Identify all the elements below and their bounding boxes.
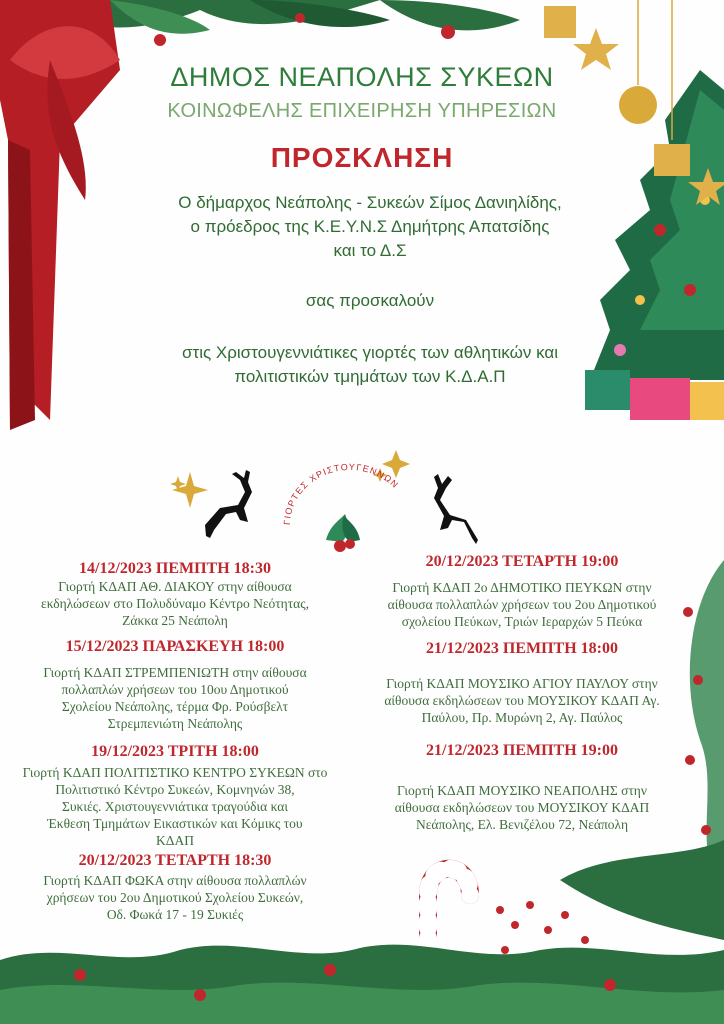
organization-title: ΔΗΜΟΣ ΝΕΑΠΟΛΗΣ ΣΥΚΕΩΝ — [170, 62, 554, 92]
event-description: Γιορτή ΚΔΑΠ 2ο ΔΗΜΟΤΙΚΟ ΠΕΥΚΩΝ στην αίθουσα πολλαπλών χρήσεων του 2ου Δημοτικού σχολείου Πεύκων, Τριών Ιεραρχών 5 Πεύκα — [387, 580, 657, 629]
event-description: Γιορτή ΚΔΑΠ ΦΩΚΑ στην αίθουσα πολλαπλών χρήσεων του 2ου Δημοτικού Σχολείου Συκεών, Οδ. Φωκά 17 - 19 Συκιές — [43, 873, 307, 922]
holiday-badge — [270, 455, 430, 545]
bottom-garland-icon — [0, 945, 724, 1024]
event-date: 14/12/2023 ΠΕΜΠΤΗ 18:30 — [79, 560, 271, 577]
event-description: Γιορτή ΚΔΑΠ ΠΟΛΙΤΙΣΤΙΚΟ ΚΕΝΤΡΟ ΣΥΚΕΩΝ στο Πολιτιστικό Κέντρο Συκεών, Κομνηνών 38, Συκιές. Χριστουγεννιάτικα τραγούδια και Έκθεση Τμημάτων Εικαστικών και Κόμικς του ΚΔΑΠ — [22, 765, 328, 848]
event-date: 20/12/2023 ΤΕΤΑΡΤΗ 18:30 — [78, 852, 272, 869]
purpose-line: πολιτιστικών τμημάτων των Κ.Δ.Α.Π — [234, 367, 506, 386]
event-date: 21/12/2023 ΠΕΜΠΤΗ 19:00 — [426, 742, 618, 759]
badge-text: ΓΙΟΡΤΕΣ ΧΡΙΣΤΟΥΓΕΝΝΩΝ — [281, 461, 401, 526]
event-description: Γιορτή ΚΔΑΠ ΜΟΥΣΙΚΟ ΝΕΑΠΟΛΗΣ στην αίθουσα εκδηλώσεων του ΜΟΥΣΙΚΟΥ ΚΔΑΠ Νεάπολης, Ελ. Βενιζέλου 72, Νεάπολη — [394, 783, 650, 832]
event-date: 20/12/2023 ΤΕΤΑΡΤΗ 19:00 — [425, 553, 619, 570]
reindeer-right-icon — [434, 474, 478, 544]
svg-text:ΓΙΟΡΤΕΣ ΧΡΙΣΤΟΥΓΕΝΝΩΝ — [282, 462, 401, 525]
intro-line: και το Δ.Σ — [333, 241, 407, 260]
invite-line: σας προσκαλούν — [305, 291, 435, 310]
organization-subtitle: ΚΟΙΝΩΦΕΛΗΣ ΕΠΙΧΕΙΡΗΣΗ ΥΠΗΡΕΣΙΩΝ — [167, 100, 557, 122]
event-date: 19/12/2023 ΤΡΙΤΗ 18:00 — [91, 743, 259, 760]
purpose-line: στις Χριστουγεννιάτικες γιορτές των αθλητικών και — [181, 343, 558, 362]
intro-line: Ο δήμαρχος Νεάπολης - Συκεών Σίμος Δανιηλίδης, — [178, 193, 562, 212]
reindeer-left-icon — [205, 470, 252, 538]
intro-line: ο πρόεδρος της Κ.Ε.Υ.Ν.Σ Δημήτρης Απατσίδης — [190, 217, 550, 236]
event-date: 21/12/2023 ΠΕΜΠΤΗ 18:00 — [426, 640, 618, 657]
event-description: Γιορτή ΚΔΑΠ ΣΤΡΕΜΠΕΝΙΩΤΗ στην αίθουσα πολλαπλών χρήσεων του 10ου Δημοτικού Σχολείου Νεάπολης, τέρμα Φρ. Ρούσβελτ Στρεμπενιώτη Νεάπολης — [43, 665, 307, 731]
event-date: 15/12/2023 ΠΑΡΑΣΚΕΥΗ 18:00 — [65, 638, 285, 655]
event-description: Γιορτή ΚΔΑΠ ΜΟΥΣΙΚΟ ΑΓΙΟΥ ΠΑΥΛΟΥ στην αίθουσα εκδηλώσεων του ΜΟΥΣΙΚΟΥ ΚΔΑΠ Αγ. Παύλου, Πρ. Μυρώνη 2, Αγ. Παύλος — [384, 676, 660, 725]
invitation-title: ΠΡΟΣΚΛΗΣΗ — [270, 142, 454, 173]
event-description: Γιορτή ΚΔΑΠ ΑΘ. ΔΙΑΚΟΥ στην αίθουσα εκδηλώσεων στο Πολυδύναμο Κέντρο Νεότητας, Ζάκκα 25 Νεάπολη — [41, 579, 309, 628]
